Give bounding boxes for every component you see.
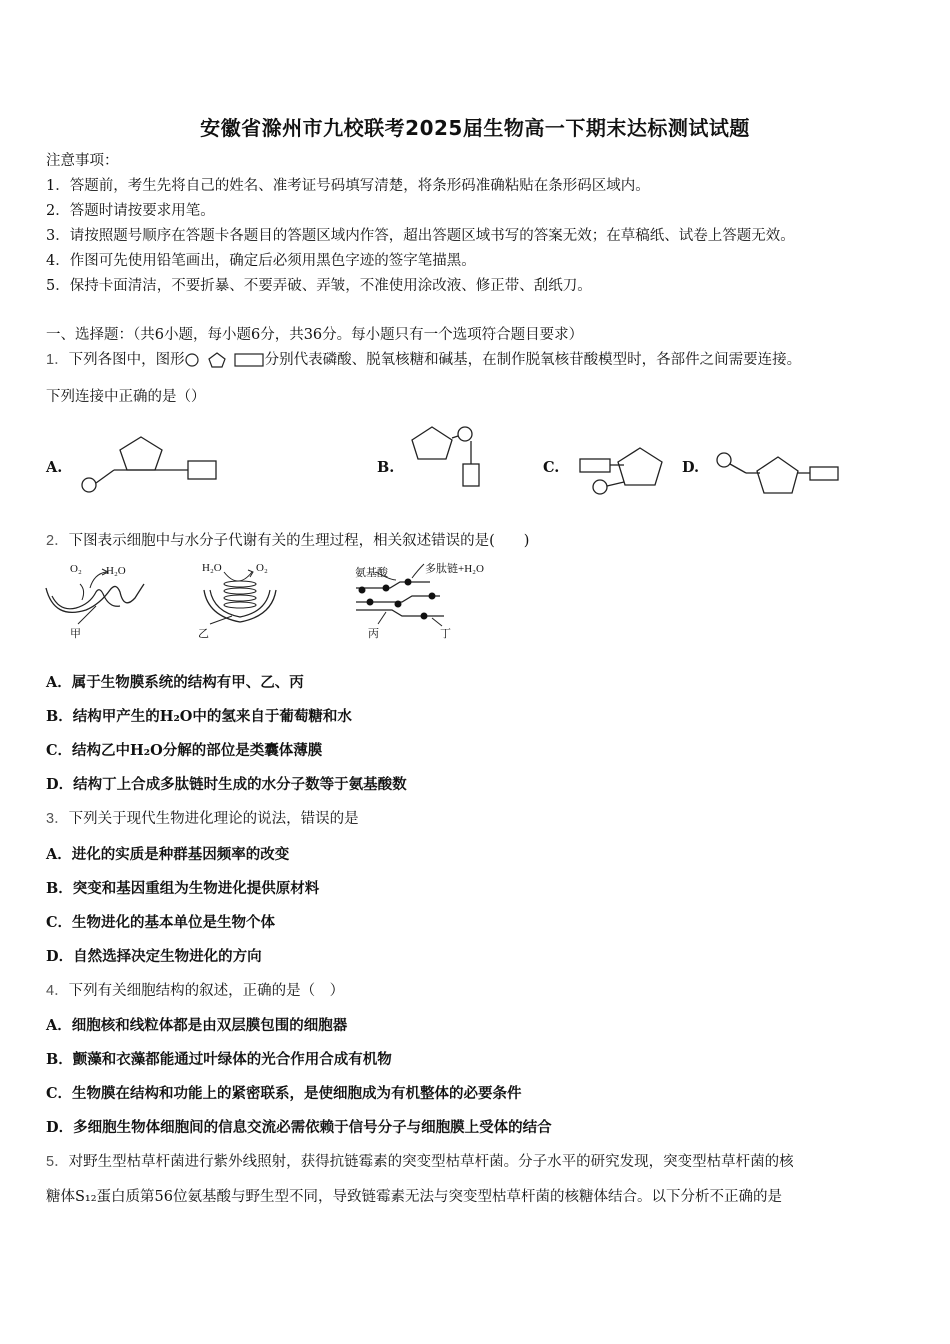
question-text: 下列连接中正确的是（）	[46, 389, 206, 405]
notice-heading: 注意事项：	[46, 153, 119, 169]
option: D．多细胞生物体细胞间的信息交流必需依赖于信号分子与细胞膜上受体的结合	[46, 1119, 552, 1136]
nucleotide-figure-d	[712, 445, 842, 505]
label-ding: 丁	[440, 628, 451, 640]
option: A．属于生物膜系统的结构有甲、乙、丙	[46, 674, 304, 691]
option: D．结构丁上合成多肽链时生成的水分子数等于氨基酸数	[46, 776, 407, 793]
question-3	[46, 809, 359, 829]
question-text: 对野生型枯草杆菌进行紫外线照射，获得抗链霉素的突变型枯草杆菌。分子水平的研究发现，突变型枯草杆菌的核	[68, 1154, 794, 1170]
label-bing: 丙	[368, 628, 379, 640]
question-1	[46, 350, 801, 370]
option: C．结构乙中H₂O分解的部位是类囊体薄膜	[46, 742, 323, 759]
label-o2: O₂	[256, 562, 268, 574]
option: C．生物膜在结构和功能上的紧密联系，是使细胞成为有机整体的必要条件	[46, 1085, 522, 1102]
question-number: 4．	[46, 983, 69, 999]
option: B．突变和基因重组为生物进化提供原材料	[46, 880, 320, 897]
base-rectangle-icon	[235, 354, 263, 366]
option: B．颤藻和衣藻都能通过叶绿体的光合作用合成有机物	[46, 1051, 392, 1068]
nucleotide-figure-a	[80, 430, 220, 495]
question-2	[46, 531, 529, 551]
option: A．进化的实质是种群基因频率的改变	[46, 846, 290, 863]
nucleotide-figure-c	[578, 440, 678, 500]
inline-shapes	[185, 351, 265, 369]
notice-item: 1．答题前，考生先将自己的姓名、准考证号码填写清楚，将条形码准确粘贴在条形码区域内。	[46, 178, 650, 194]
page-title: 安徽省滁州市九校联考2025届生物高一下期末达标测试试题	[200, 116, 750, 140]
option: A．细胞核和线粒体都是由双层膜包围的细胞器	[46, 1017, 348, 1034]
option-label-d: D.	[682, 459, 700, 476]
option: C．生物进化的基本单位是生物个体	[46, 914, 276, 931]
label-peptide: 多肽链+H₂O	[425, 563, 484, 575]
label-jia: 甲	[70, 628, 81, 640]
question-text: 下列有关细胞结构的叙述，正确的是（ ）	[68, 983, 345, 999]
option-label-c: C.	[543, 459, 560, 476]
label-h2o: H₂O	[202, 562, 222, 574]
question-text: 糖体S₁₂蛋白质第56位氨基酸与野生型不同，导致链霉素无法与突变型枯草杆菌的核糖体结合。以下分析不正确的是	[46, 1189, 783, 1205]
question-text: 分别代表磷酸、脱氧核糖和碱基，在制作脱氧核苷酸模型时，各部件之间需要连接。	[264, 352, 802, 368]
label-o2: O₂	[70, 563, 82, 575]
option-label-a: A.	[46, 459, 63, 476]
label-h2o: H₂O	[106, 565, 126, 577]
section-heading: 一、选择题：（共6小题，每小题6分，共36分。每小题只有一个选项符合题目要求）	[46, 327, 584, 343]
label-yi: 乙	[198, 628, 209, 640]
question-number: 1．	[46, 352, 69, 368]
question-number: 3．	[46, 811, 69, 827]
option: D．自然选择决定生物进化的方向	[46, 948, 262, 965]
question-5	[46, 1152, 794, 1172]
arrow-icon	[220, 566, 260, 590]
question-text: 下列关于现代生物进化理论的说法，错误的是	[68, 811, 359, 827]
notice-item: 3．请按照题号顺序在答题卡各题目的答题区域内作答，超出答题区域书写的答案无效；在草稿纸、试卷上答题无效。	[46, 228, 795, 244]
question-4	[46, 981, 344, 1001]
question-text: 下图表示细胞中与水分子代谢有关的生理过程，相关叙述错误的是( )	[68, 533, 530, 549]
question-text: 下列各图中，图形	[68, 352, 185, 368]
option: B．结构甲产生的H₂O中的氢来自于葡萄糖和水	[46, 708, 352, 725]
deoxyribose-pentagon-icon	[209, 353, 225, 367]
question-number: 2．	[46, 533, 69, 549]
phosphate-circle-icon	[186, 354, 198, 366]
question-number: 5．	[46, 1154, 69, 1170]
label-amino-acid: 氨基酸	[355, 567, 388, 579]
notice-item: 2．答题时请按要求用笔。	[46, 203, 215, 219]
nucleotide-figure-b	[405, 420, 495, 490]
option-label-b: B.	[377, 459, 395, 476]
notice-item: 4．作图可先使用铅笔画出，确定后必须用黑色字迹的签字笔描黑。	[46, 253, 476, 269]
notice-item: 5．保持卡面清洁，不要折暴、不要弄破、弄皱，不准使用涂改液、修正带、刮纸刀。	[46, 278, 592, 294]
